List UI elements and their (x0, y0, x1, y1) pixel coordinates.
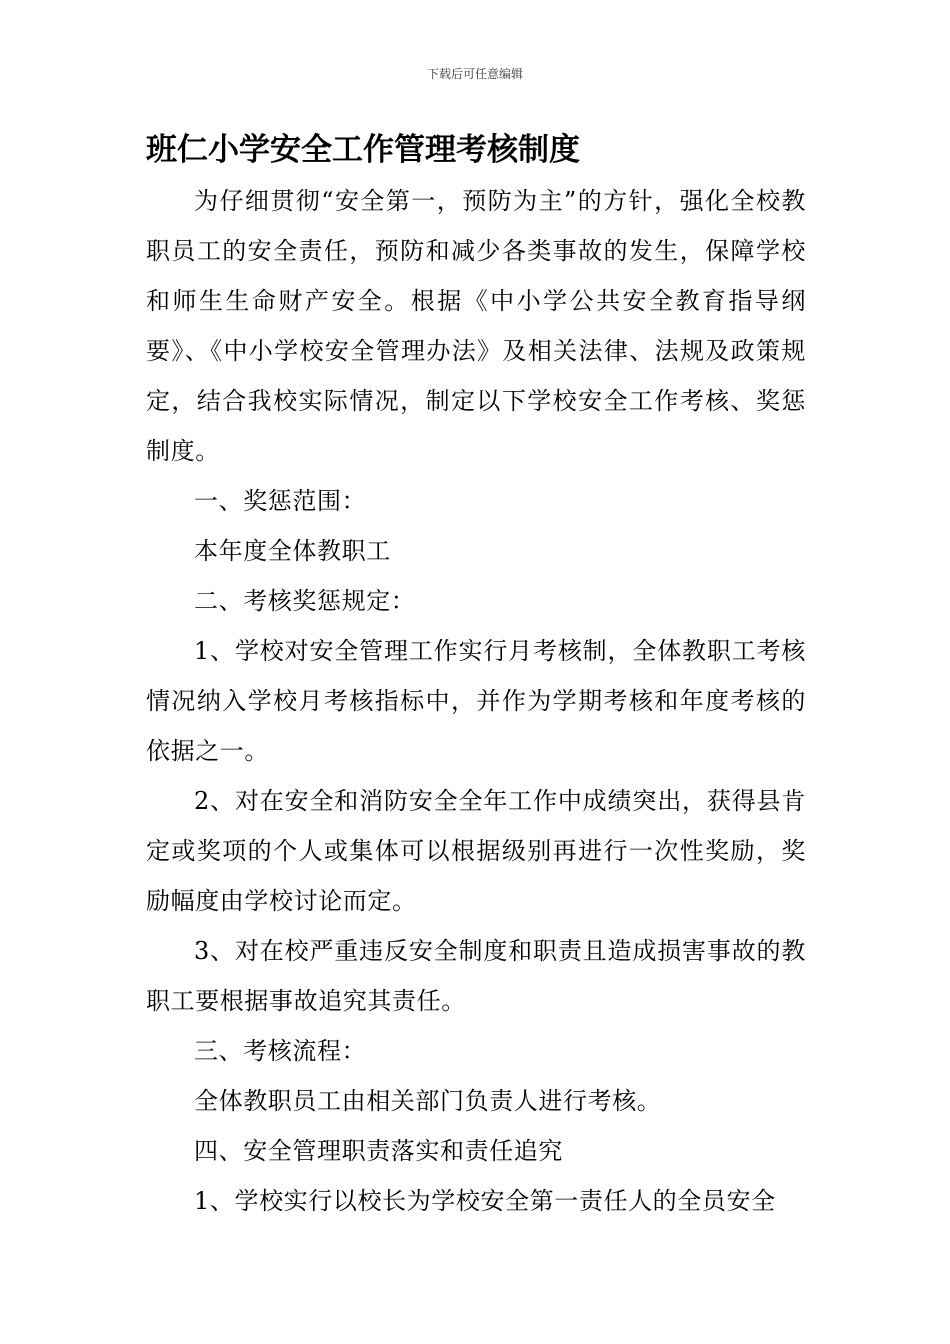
document-title: 班仁小学安全工作管理考核制度 (146, 132, 580, 168)
paragraph: 全体教职员工由相关部门负责人进行考核。 (194, 1087, 662, 1115)
paragraph: 1、学校实行以校长为学校安全第一责任人的全员安全 (194, 1187, 776, 1215)
section-heading-3: 三、考核流程： (194, 1037, 367, 1065)
paragraph: 1、学校对安全管理工作实行月考核制，全体教职工考核情况纳入学校月考核指标中，并作为学期考核和年度考核的依据之一。 (146, 637, 806, 765)
paragraph: 本年度全体教职工 (194, 537, 391, 565)
header-note: 下载后可任意编辑 (426, 67, 523, 81)
document-body (146, 176, 806, 1226)
section-heading-4: 四、安全管理职责落实和责任追究 (194, 1137, 563, 1165)
paragraph-intro: 为仔细贯彻“安全第一，预防为主”的方针，强化全校教职员工的安全责任，预防和减少各类事故的发生，保障学校和师生生命财产安全。根据《中小学公共安全教育指导纲要》、《中小学校安全管理办法》及相关法律、法规及政策规定，结合我校实际情况，制定以下学校安全工作考核、奖惩制度。 (146, 187, 806, 465)
paragraph: 3、对在校严重违反安全制度和职责且造成损害事故的教职工要根据事故追究其责任。 (146, 937, 806, 1015)
section-heading-1: 一、奖惩范围： (194, 487, 367, 515)
section-heading-2: 二、考核奖惩规定： (194, 587, 416, 615)
paragraph: 2、对在安全和消防安全全年工作中成绩突出，获得县肯定或奖项的个人或集体可以根据级别再进行一次性奖励，奖励幅度由学校讨论而定。 (146, 787, 806, 915)
